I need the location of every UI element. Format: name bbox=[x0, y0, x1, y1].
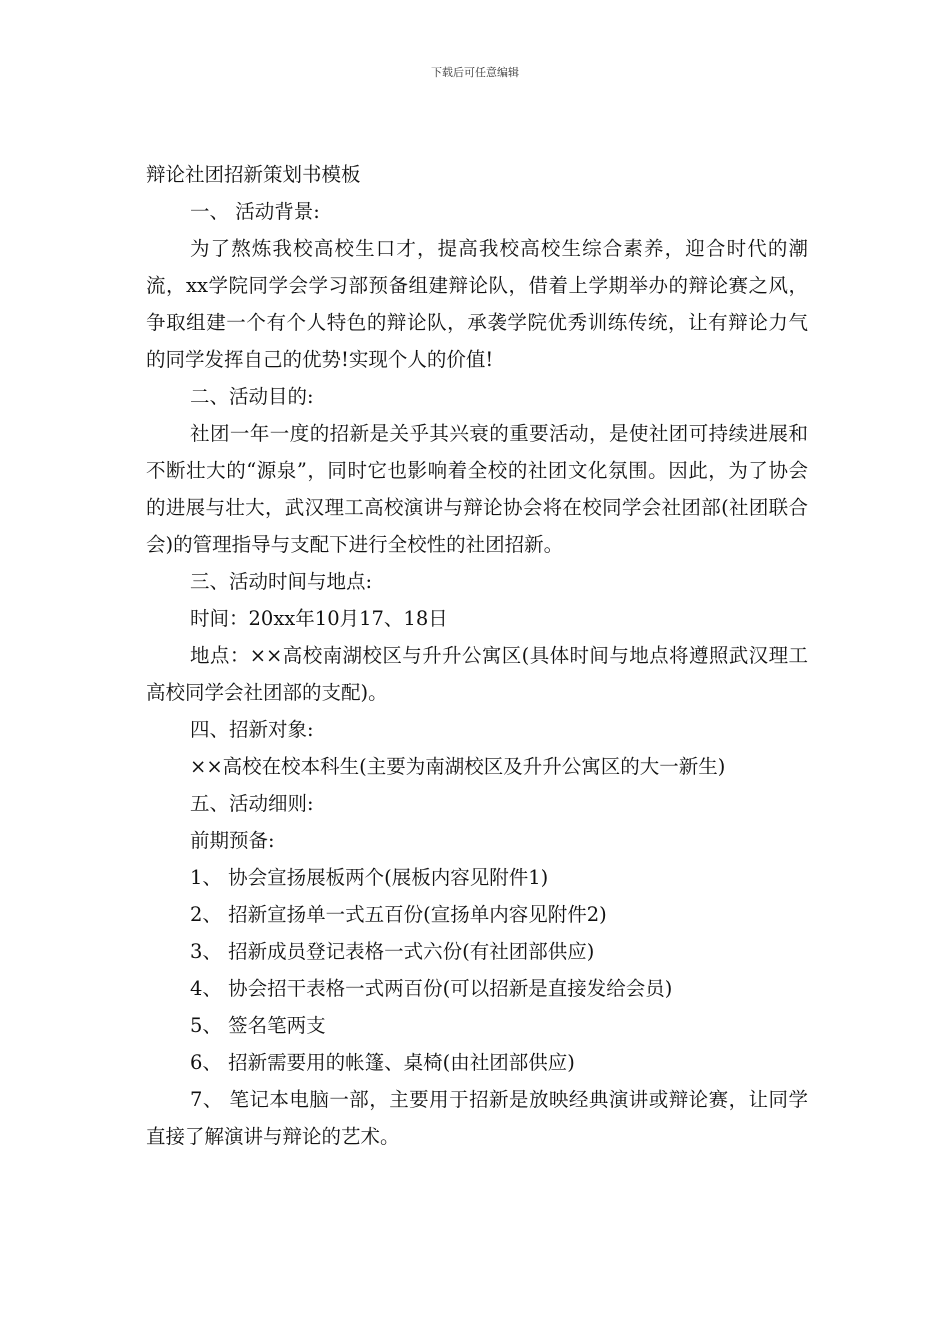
list-item: 2、 招新宣扬单一式五百份(宣扬单内容见附件2) bbox=[190, 903, 607, 926]
document-title: 辩论社团招新策划书模板 bbox=[146, 163, 361, 186]
list-item: 5、 签名笔两支 bbox=[190, 1014, 326, 1037]
list-item: 4、 协会招干表格一式两百份(可以招新是直接发给会员) bbox=[190, 977, 673, 1000]
section-heading-purpose: 二、活动目的: bbox=[190, 385, 314, 408]
list-item: 7、 笔记本电脑一部，主要用于招新是放映经典演讲或辩论赛，让同学直接了解演讲与辩论的艺术。 bbox=[146, 1088, 808, 1148]
paragraph-background: 为了熬炼我校高校生口才，提高我校高校生综合素养，迎合时代的潮流，xx学院同学会学习部预备组建辩论队，借着上学期举办的辩论赛之风，争取组建一个有个人特色的辩论队，承袭学院优秀训练传统，让有辩论力气的同学发挥自己的优势!实现个人的价值! bbox=[146, 237, 808, 371]
section-heading-background: 一、 活动背景: bbox=[190, 200, 320, 223]
list-item: 1、 协会宣扬展板两个(展板内容见附件1) bbox=[190, 866, 549, 889]
page-header-note: 下载后可任意编辑 bbox=[431, 66, 519, 79]
section-heading-rules: 五、活动细则: bbox=[190, 792, 314, 815]
list-item: 6、 招新需要用的帐篷、桌椅(由社团部供应) bbox=[190, 1051, 575, 1074]
paragraph-target: ××高校在校本科生(主要为南湖校区及升升公寓区的大一新生) bbox=[190, 755, 726, 778]
subheading-preparation: 前期预备: bbox=[190, 829, 275, 852]
paragraph-time: 时间：20xx年10月17、18日 bbox=[190, 607, 448, 630]
paragraph-purpose: 社团一年一度的招新是关乎其兴衰的重要活动，是使社团可持续进展和不断壮大的“源泉”，同时它也影响着全校的社团文化氛围。因此，为了协会的进展与壮大，武汉理工高校演讲与辩论协会将在校同学会社团部(社团联合会)的管理指导与支配下进行全校性的社团招新。 bbox=[146, 422, 808, 556]
paragraph-place: 地点：××高校南湖校区与升升公寓区(具体时间与地点将遵照武汉理工高校同学会社团部的支配)。 bbox=[146, 644, 808, 704]
section-heading-target: 四、招新对象: bbox=[190, 718, 314, 741]
document-body bbox=[146, 156, 808, 1155]
section-heading-time-place: 三、活动时间与地点: bbox=[190, 570, 373, 593]
list-item: 3、 招新成员登记表格一式六份(有社团部供应) bbox=[190, 940, 595, 963]
